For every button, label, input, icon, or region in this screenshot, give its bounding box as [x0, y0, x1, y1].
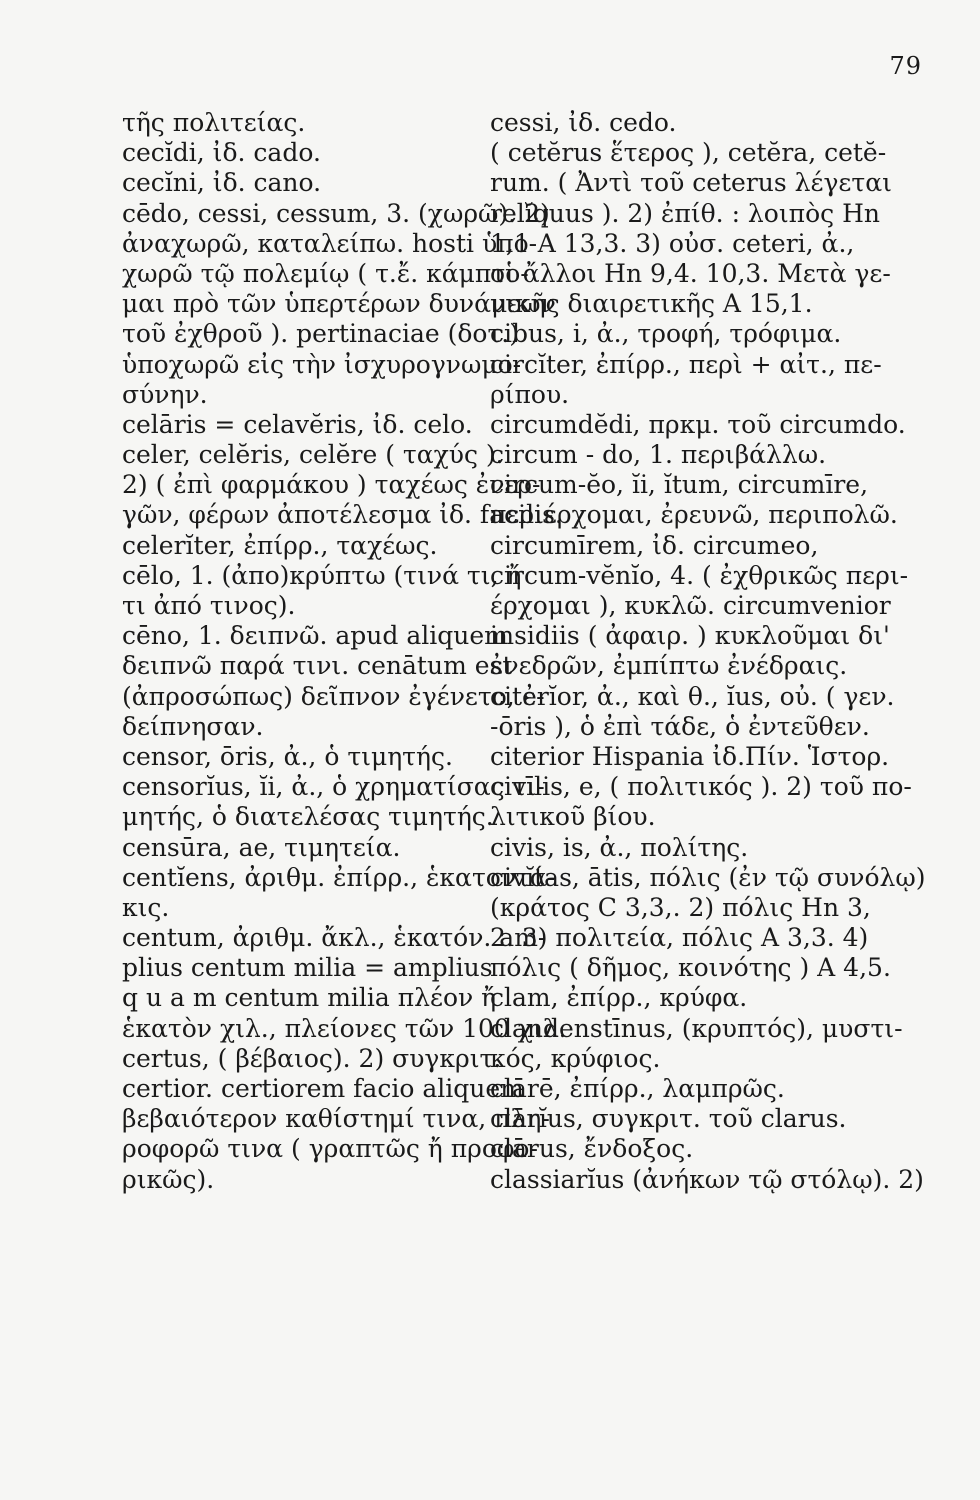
dictionary-line: 2. 3) πολιτεία, πόλις A 3,3. 4) — [490, 923, 869, 953]
dictionary-line: citerĭor, ἀ., καὶ θ., ĭus, οὐ. ( γεν. — [490, 681, 895, 711]
dictionary-line: λιτικοῦ βίου. — [490, 802, 656, 832]
dictionary-line: insidiis ( ἀφαιρ. ) κυκλοῦμαι δι' — [490, 621, 890, 651]
dictionary-line: centum, ἀριθμ. ἄκλ., ἑκατόν. am- — [122, 923, 547, 953]
dictionary-line: ροφορῶ τινα ( γραπτῶς ἤ προφο- — [122, 1134, 538, 1164]
dictionary-line: κις. — [122, 892, 170, 922]
dictionary-line: ἑκατὸν χιλ., πλείονες τῶν 100 χιλ. — [122, 1013, 567, 1043]
dictionary-line: civĭtas, ātis, πόλις (ἐν τῷ συνόλῳ) — [490, 862, 926, 892]
dictionary-line: censūra, ae, τιμητεία. — [122, 832, 401, 862]
dictionary-line: έρχομαι ), κυκλῶ. circumvenior — [490, 591, 891, 620]
dictionary-line: clārē, ἐπίρρ., λαμπρῶς. — [490, 1074, 785, 1103]
dictionary-line: (κράτος C 3,3,. 2) πόλις Hn 3, — [490, 892, 871, 922]
dictionary-line: βεβαιότερον καθίστημί τινα, πλη- — [122, 1104, 550, 1134]
dictionary-line: citerior Hispania ἰδ.Πίν. Ἱστορ. — [490, 741, 890, 771]
dictionary-line: ρικῶς). — [122, 1164, 215, 1194]
dictionary-line: cibus, i, ἀ., τροφή, τρόφιμα. — [490, 319, 842, 349]
dictionary-line: ρίπου. — [490, 379, 570, 409]
dictionary-line: νικῆς διαιρετικῆς A 15,1. — [490, 289, 813, 319]
dictionary-line: οἱ ἄλλοι Hn 9,4. 10,3. Μετὰ γε- — [490, 258, 891, 288]
dictionary-line: cecĭdi, ἰδ. cado. — [122, 138, 321, 168]
dictionary-line: γῶν, φέρων ἀποτέλεσμα ἰδ. facilis. — [122, 500, 563, 530]
dictionary-line: relĭquus ). 2) ἐπίθ. : λοιπὸς Hn — [490, 198, 880, 228]
dictionary-line: civis, is, ἀ., πολίτης. — [490, 832, 749, 862]
dictionary-line: ( cetĕrus ἕτερος ), cetĕra, cetĕ- — [490, 138, 887, 168]
dictionary-line: μαι πρὸ τῶν ὑπερτέρων δυνάμεων — [122, 289, 556, 319]
dictionary-line: clandenstīnus, (κρυπτός), μυστι- — [490, 1013, 903, 1043]
dictionary-line: circĭter, ἐπίρρ., περὶ + αἰτ., πε- — [490, 349, 882, 379]
dictionary-line: ἐνεδρῶν, ἐμπίπτω ἐνέδραις. — [490, 651, 848, 681]
dictionary-line: κός, κρύφιος. — [490, 1043, 661, 1073]
dictionary-line: cēlo, 1. (ἀπο)κρύπτω (τινά τι, ἤ — [122, 560, 522, 590]
dictionary-line: celer, celĕris, celĕre ( ταχύς ). — [122, 440, 504, 470]
dictionary-line: civīlis, e, ( πολιτικός ). 2) τοῦ πο- — [490, 772, 912, 802]
dictionary-line: celerĭter, ἐπίρρ., ταχέως. — [122, 530, 438, 560]
dictionary-line: 2) ( ἐπὶ φαρμάκου ) ταχέως ἐνερ- — [122, 470, 541, 500]
dictionary-line: χωρῶ τῷ πολεμίῳ ( τ.ἔ. κάμπτο- — [122, 258, 529, 288]
dictionary-line: cessi, ἰδ. cedo. — [490, 108, 677, 137]
page-number: 79 — [889, 52, 922, 80]
dictionary-line: cēdo, cessi, cessum, 3. (χωρῶ). 2) — [122, 198, 550, 228]
dictionary-line: centĭens, ἀριθμ. ἐπίρρ., ἑκατοντά- — [122, 862, 556, 892]
dictionary-line: τοῦ ἐχθροῦ ). pertinaciae (δοτ.) — [122, 319, 520, 349]
dictionary-line: clam, ἐπίρρ., κρύφα. — [490, 983, 748, 1013]
right-column — [490, 108, 930, 1195]
dictionary-line: cecĭni, ἰδ. cano. — [122, 168, 322, 198]
dictionary-line: δείπνησαν. — [122, 711, 264, 741]
dictionary-line: celāris = celavĕris, ἰδ. celo. — [122, 409, 473, 439]
dictionary-line: ὑποχωρῶ εἰς τὴν ἰσχυρογνωμο- — [122, 349, 522, 379]
dictionary-line: circumdĕdi, πρκμ. τοῦ circumdo. — [490, 409, 906, 439]
dictionary-line: δειπνῶ παρά τινι. cenātum est — [122, 651, 513, 681]
dictionary-line: circum-vĕnĭo, 4. ( ἐχθρικῶς περι- — [490, 560, 909, 590]
dictionary-line: τῆς πολιτείας. — [122, 108, 306, 137]
dictionary-line: μητής, ὁ διατελέσας τιμητής. — [122, 802, 494, 832]
dictionary-line: classiarĭus (ἀνήκων τῷ στόλῳ). 2) — [490, 1164, 924, 1194]
dictionary-line: πόλις ( δῆμος, κοινότης ) A 4,5. — [490, 953, 891, 983]
dictionary-line: σύνην. — [122, 379, 208, 409]
dictionary-line: 1,1 A 13,3. 3) οὐσ. ceteri, ἀ., — [490, 228, 855, 258]
dictionary-line: -ōris ), ὁ ἐπὶ τάδε, ὁ ἐντεῦθεν. — [490, 711, 870, 741]
dictionary-line: τι ἀπό τινος). — [122, 591, 296, 620]
dictionary-line: ἀναχωρῶ, καταλείπω. hosti ὑπο- — [122, 228, 538, 258]
dictionary-line: περιέρχομαι, ἐρευνῶ, περιπολῶ. — [490, 500, 898, 530]
dictionary-line: q u a m centum milia πλέον ἤ — [122, 983, 497, 1013]
dictionary-line: certus, ( βέβαιος). 2) συγκριτ. — [122, 1043, 502, 1073]
dictionary-line: circum-ĕo, ĭi, ĭtum, circumīre, — [490, 470, 869, 500]
dictionary-line: cēno, 1. δειπνῶ. apud aliquem — [122, 621, 508, 651]
dictionary-line: censorĭus, ĭi, ἀ., ὁ χρηματίσας τι- — [122, 772, 545, 802]
dictionary-line: plius centum milia = amplius — [122, 953, 493, 983]
dictionary-line: circum - do, 1. περιβάλλω. — [490, 440, 827, 470]
dictionary-line: clārĭus, συγκριτ. τοῦ clarus. — [490, 1104, 847, 1134]
dictionary-line: (ἀπροσώπως) δεῖπνον ἐγένετο, ἐ- — [122, 681, 545, 711]
dictionary-line: circumīrem, ἰδ. circumeo, — [490, 530, 819, 560]
dictionary-line: certior. certiorem facio aliquem — [122, 1074, 524, 1103]
dictionary-line: censor, ōris, ἀ., ὁ τιμητής. — [122, 741, 453, 771]
dictionary-line: rum. ( Ἀντὶ τοῦ ceterus λέγεται — [490, 168, 892, 198]
dictionary-line: clārus, ἔνδοξος. — [490, 1134, 694, 1164]
